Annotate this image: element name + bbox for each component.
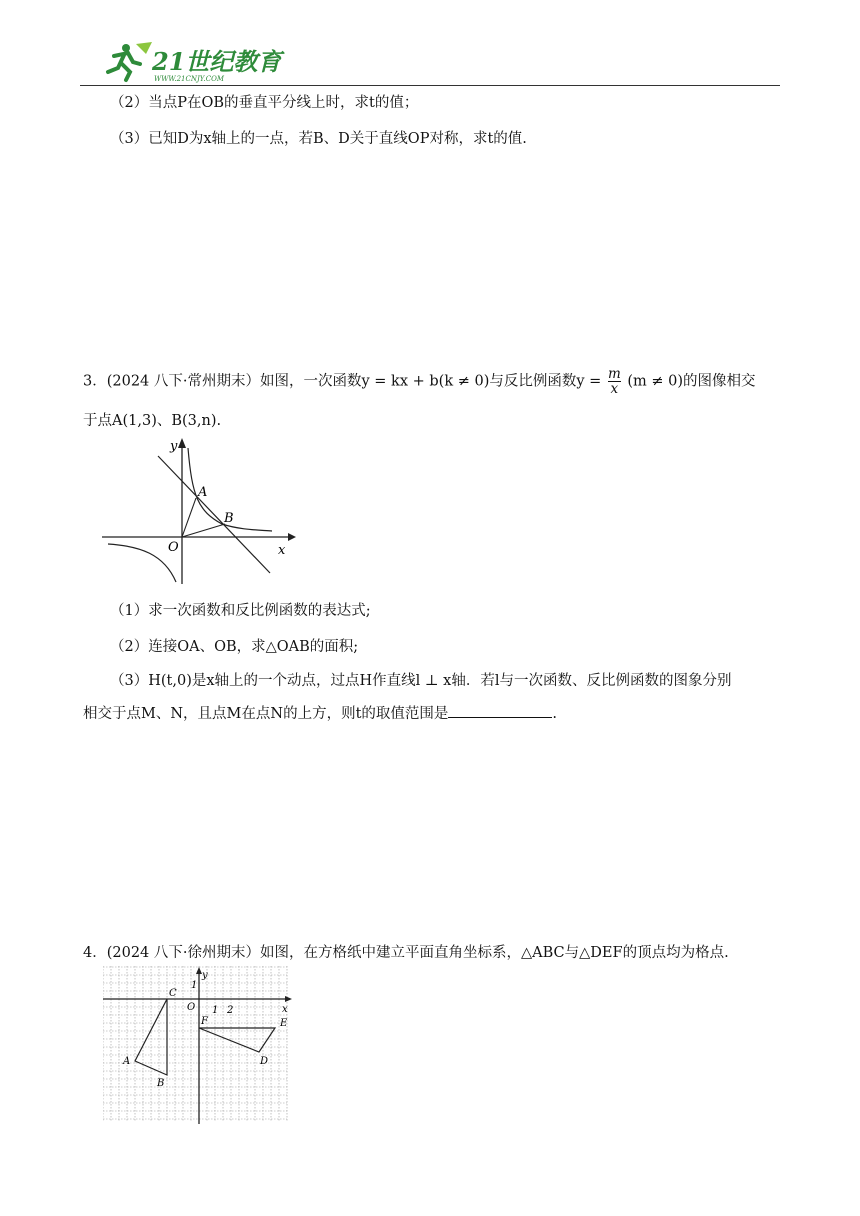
q4-label-b: B	[157, 1078, 165, 1089]
q2-item2: （2）当点P在OB的垂直平分线上时，求t的值；	[110, 95, 419, 111]
q4-label-f: F	[201, 1016, 208, 1027]
q4-label-x: x	[282, 1004, 288, 1015]
q3-frac-num: m	[607, 366, 621, 382]
q3-hyperbola-q3	[108, 544, 176, 582]
q4-triangle-abc	[135, 999, 167, 1075]
q4-label-y: y	[202, 970, 208, 981]
logo-sub: WWW.21CNJY.COM	[154, 75, 224, 83]
q3-answer-blank	[448, 703, 552, 718]
q3-item3-end: .	[552, 706, 558, 722]
q4-label-1y: 1	[191, 980, 198, 991]
runner-icon	[108, 42, 152, 80]
q3-label-o: O	[168, 540, 179, 555]
q3-segment-ob	[182, 524, 225, 537]
q3-label-a: A	[198, 485, 208, 500]
q4-triangle-def	[199, 1028, 275, 1052]
q3-item3-text: 相交于点M、N，且点M在点N的上方，则t的取值范围是	[83, 706, 449, 722]
q4-label-2x: 2	[227, 1005, 234, 1016]
q3-y-arrow-icon	[178, 438, 186, 448]
q4-label-o: O	[187, 1002, 196, 1013]
q4-label-c: C	[169, 988, 177, 999]
q4-figure	[103, 966, 293, 1124]
q3-item3-line2	[83, 703, 557, 725]
q3-stem-line1	[83, 367, 756, 396]
q3-frac-den: x	[610, 381, 619, 397]
q3-stem-part1: 3．(2024 八下·常州期末）如图，一次函数y = kx + b(k ≠ 0)与反比例函数y =	[83, 373, 602, 390]
q2-item3: （3）已知D为x轴上的一点，若B、D关于直线OP对称，求t的值.	[110, 131, 527, 147]
q3-label-y: y	[170, 439, 178, 454]
q4-label-1x: 1	[212, 1005, 219, 1016]
q3-item3-line1: （3）H(t,0)是x轴上的一个动点，过点H作直线l ⊥ x轴．若l与一次函数、反比例函数的图象分别	[110, 673, 732, 689]
q4-x-arrow-icon	[285, 996, 292, 1002]
q4-label-e: E	[280, 1018, 288, 1029]
q3-x-arrow-icon	[288, 533, 296, 541]
q4-stem: 4．(2024 八下·徐州期末）如图，在方格纸中建立平面直角坐标系，△ABC与△DEF的顶点均为格点.	[83, 945, 729, 961]
q3-fraction	[608, 367, 621, 396]
q3-figure	[100, 436, 300, 588]
q3-label-x: x	[278, 543, 286, 558]
q4-label-a: A	[123, 1056, 131, 1067]
q3-line	[158, 456, 270, 573]
logo-text: 21世纪教育	[152, 47, 282, 76]
header-rule	[80, 85, 780, 86]
q3-stem-part2: (m ≠ 0)的图像相交	[627, 373, 756, 390]
q3-segment-oa	[182, 498, 196, 537]
q4-label-d: D	[260, 1056, 269, 1067]
q3-item1: （1）求一次函数和反比例函数的表达式;	[110, 603, 371, 619]
q3-stem-line2: 于点A(1,3)、B(3,n).	[83, 413, 222, 429]
q3-item2: （2）连接OA、OB，求△OAB的面积;	[110, 639, 359, 655]
q3-label-b: B	[224, 511, 234, 526]
site-logo	[100, 40, 300, 84]
